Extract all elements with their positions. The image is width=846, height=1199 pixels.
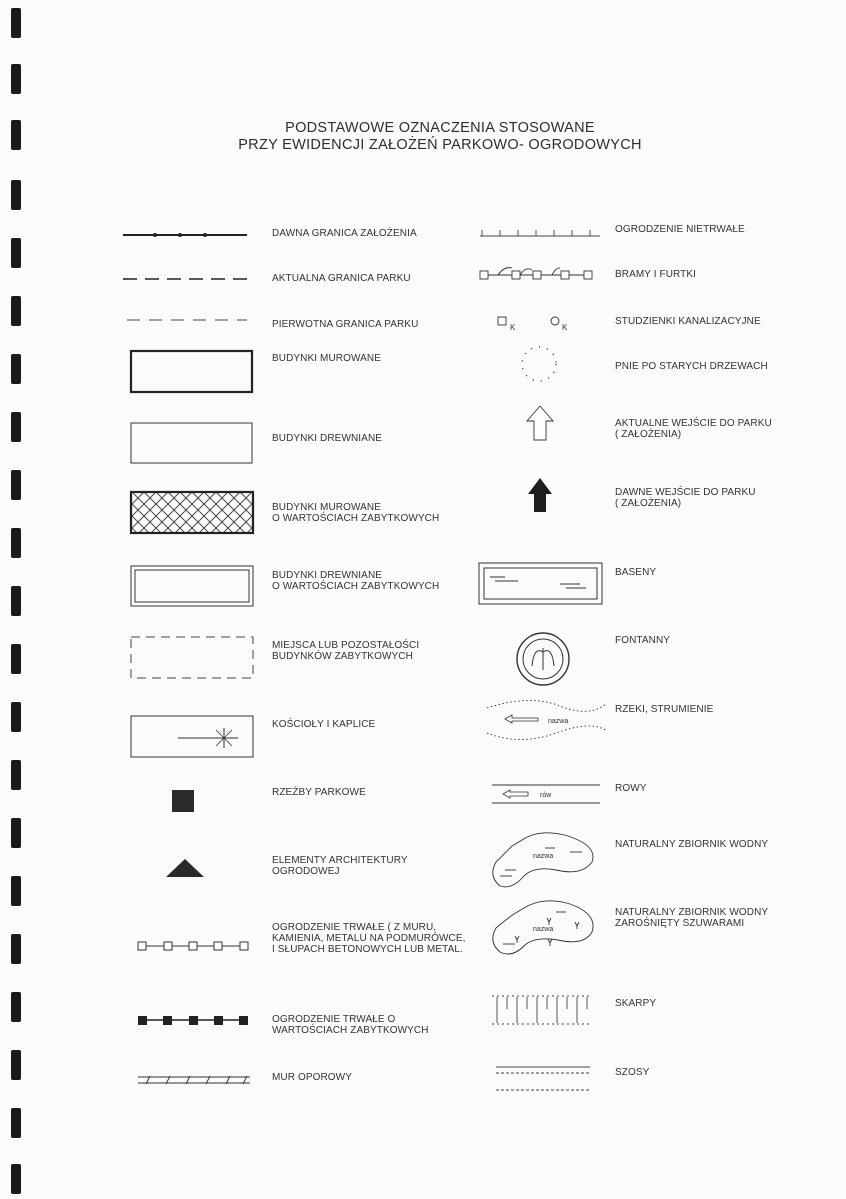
river-name-label: nazwa [548,718,569,725]
label-aktualna-granica: AKTUALNA GRANICA PARKU [272,273,411,284]
symbol-ogrodzenie-nietrwale [480,230,600,236]
symbol-miejsca-pozostalosci [131,637,253,678]
symbol-ogrodzenie-trwale-zabytkowe [138,1016,248,1025]
symbol-dawne-wejscie [528,478,552,512]
label-studzienki: STUDZIENKI KANALIZACYJNE [615,316,761,327]
label-elementy-architektury: ELEMENTY ARCHITEKTURY OGRODOWEJ [272,855,408,877]
symbol-rzeki [487,700,607,739]
label-szosy: SZOSY [615,1067,650,1078]
label-dawna-granica: DAWNA GRANICA ZAŁOŻENIA [272,228,417,239]
label-bramy-furtki: BRAMY I FURTKI [615,269,697,280]
symbol-pnie [522,347,556,381]
symbol-koscioly [131,716,253,757]
symbol-budynki-drewniane [131,423,252,463]
symbol-zbiornik-zarosniety [493,901,593,954]
symbol-skarpy [492,996,590,1024]
symbol-budynki-murowane [131,351,252,392]
lake-name-label: nazwa [533,853,554,860]
label-rzezby: RZEŹBY PARKOWE [272,787,366,798]
label-ogrodzenie-trwale: OGRODZENIE TRWAŁE ( Z MURU, KAMIENIA, METALU NA PODMURÓWCE, I SŁUPACH BETONOWYCH LUB METAL. [272,922,466,955]
label-zbiornik: NATURALNY ZBIORNIK WODNY [615,839,769,850]
label-dawne-wejscie: DAWNE WEJŚCIE DO PARKU ( ZAŁOŻENIA) [615,487,756,509]
reed-lake-name-label: nazwa [533,926,554,933]
symbol-aktualne-wejscie [527,406,553,440]
symbol-studzienki [498,317,568,332]
symbol-mur-oporowy [138,1076,250,1084]
symbol-bramy-furtki [480,268,592,279]
label-skarpy: SKARPY [615,998,657,1009]
label-ogrodzenie-trwale-zabytkowe: OGRODZENIE TRWAŁE O WARTOŚCIACH ZABYTKOWYCH [272,1014,429,1036]
symbol-ogrodzenie-trwale [138,942,248,950]
label-mur-oporowy: MUR OPOROWY [272,1072,352,1083]
symbol-dawna-granica [123,233,247,237]
manhole-k-label: K [510,323,516,332]
label-zbiornik-zarosniety: NATURALNY ZBIORNIK WODNY ZAROŚNIĘTY SZUWARAMI [615,907,769,929]
label-budynki-murowane: BUDYNKI MUROWANE [272,353,382,364]
label-aktualne-wejscie: AKTUALNE WEJŚCIE DO PARKU ( ZAŁOŻENIA) [615,418,772,440]
label-pierwotna-granica: PIERWOTNA GRANICA PARKU [272,319,419,330]
label-baseny: BASENY [615,567,657,578]
label-miejsca-pozostalosci: MIEJSCA LUB POZOSTAŁOŚCI BUDYNKÓW ZABYTKOWYCH [272,640,420,662]
symbol-budynki-murowane-zabytkowe [131,492,253,533]
symbol-zbiornik [493,833,593,887]
label-ogrodzenie-nietrwale: OGRODZENIE NIETRWAŁE [615,224,745,235]
symbol-baseny [479,563,602,604]
label-koscioly: KOŚCIOŁY I KAPLICE [272,719,376,730]
label-fontanny: FONTANNY [615,635,671,646]
symbol-szosy [496,1067,590,1090]
label-rowy: ROWY [615,783,647,794]
symbol-elementy-architektury [166,859,204,877]
manhole-k-label: K [562,323,568,332]
ditch-name-label: rów [540,792,552,799]
label-budynki-drewniane-zabytkowe: BUDYNKI DREWNIANE O WARTOŚCIACH ZABYTKOWYCH [272,570,440,592]
symbol-budynki-drewniane-zabytkowe [131,566,253,606]
page-title-line-2: PRZY EWIDENCJI ZAŁOŻEŃ PARKOWO- OGRODOWYCH [238,137,642,153]
label-budynki-murowane-zabytkowe: BUDYNKI MUROWANE O WARTOŚCIACH ZABYTKOWYCH [272,502,440,524]
label-rzeki: RZEKI, STRUMIENIE [615,704,714,715]
symbol-rowy [492,785,600,803]
label-budynki-drewniane: BUDYNKI DREWNIANE [272,433,383,444]
page-title-line-1: PODSTAWOWE OZNACZENIA STOSOWANE [285,120,595,136]
symbol-rzezby [172,790,194,812]
symbol-fontanny [517,633,569,685]
label-pnie: PNIE PO STARYCH DRZEWACH [615,361,768,372]
